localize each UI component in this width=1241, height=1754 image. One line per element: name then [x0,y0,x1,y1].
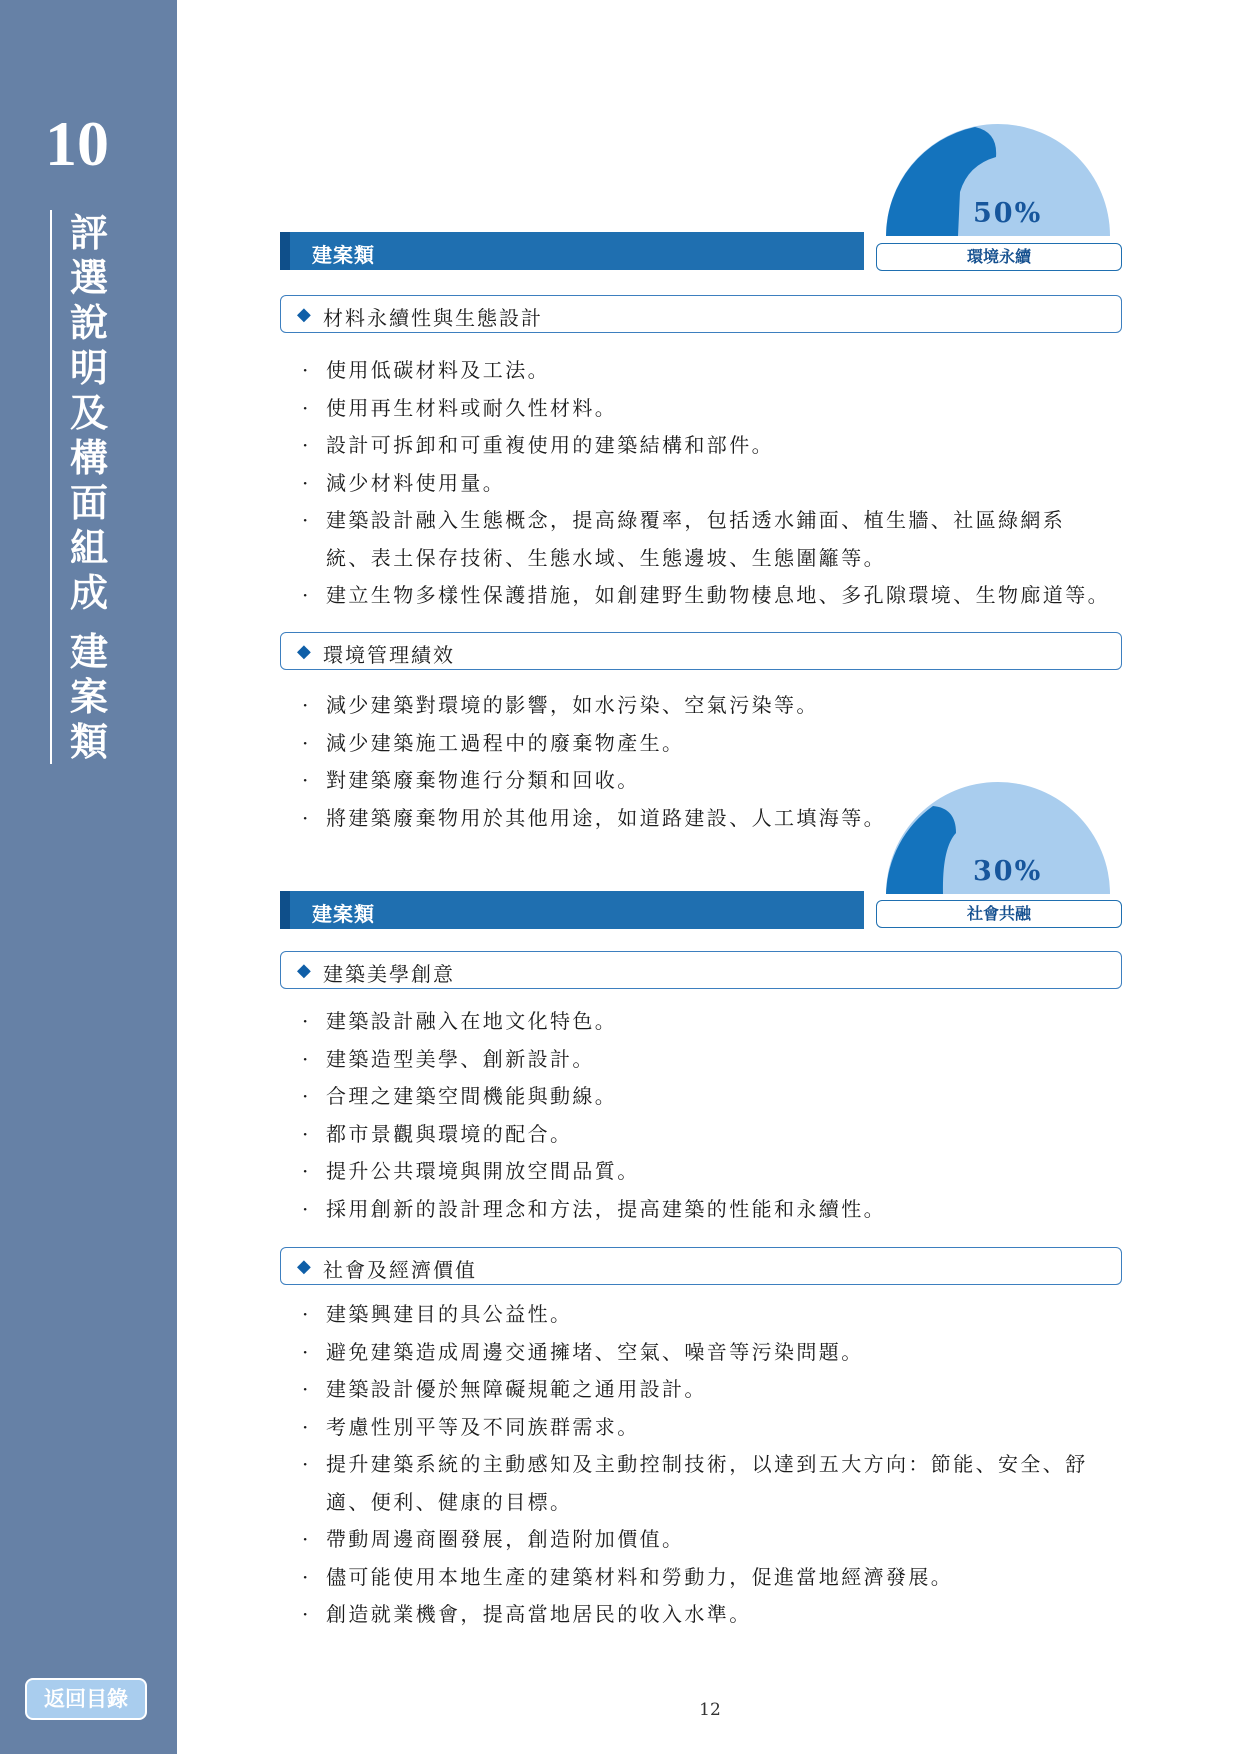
gauge-label: 環境永續 [876,243,1122,271]
list-item: · 建築設計融入生態概念，提高綠覆率，包括透水鋪面、植生牆、社區綠網系統、表土保存技術、生態水域、生態邊坡、生態圍籬等。 [302,502,1092,577]
title-char: 說 [69,300,108,345]
subsection-header [280,632,1122,670]
gauge-label: 社會共融 [876,900,1122,928]
bullet-list [302,1003,1132,1228]
list-item: · 使用低碳材料及工法。 [302,352,1132,390]
list-item: · 避免建築造成周邊交通擁堵、空氣、噪音等污染問題。 [302,1334,1132,1372]
list-item: · 設計可拆卸和可重複使用的建築結構和部件。 [302,427,1132,465]
subsection-title: 環境管理績效 [323,643,455,667]
list-item: · 提升建築系統的主動感知及主動控制技術，以達到五大方向：節能、安全、舒適、便利、健康的目標。 [302,1446,1122,1521]
list-item: · 都市景觀與環境的配合。 [302,1116,1132,1154]
section-bar [280,232,864,270]
subsection-header [280,951,1122,989]
list-item: · 使用再生材料或耐久性材料。 [302,390,1132,428]
subsection-title: 社會及經濟價值 [323,1258,477,1282]
list-item: · 合理之建築空間機能與動線。 [302,1078,1132,1116]
list-item: · 減少材料使用量。 [302,465,1132,503]
subtitle-char: 案 [69,674,108,719]
section-bar [280,891,864,929]
list-item: · 建立生物多樣性保護措施，如創建野生動物棲息地、多孔隙環境、生物廊道等。 [302,577,1132,615]
chapter-number: 10 [45,108,109,179]
title-char: 選 [69,255,108,300]
gauge-percent: 30% [973,856,1043,887]
diamond-icon: ◆ [297,304,311,325]
subtitle-char: 類 [69,719,108,764]
diamond-icon: ◆ [297,960,311,981]
title-char: 評 [69,210,108,255]
list-item: · 將建築廢棄物用於其他用途，如道路建設、人工填海等。 [302,800,1132,838]
subsection-header [280,295,1122,333]
gauge-percent: 50% [973,198,1043,229]
page-number: 12 [699,1700,721,1720]
title-char: 面 [69,480,108,525]
list-item: · 減少建築施工過程中的廢棄物產生。 [302,725,1132,763]
list-item: · 建築設計融入在地文化特色。 [302,1003,1132,1041]
title-char: 及 [69,390,108,435]
section-title: 建案類 [312,243,375,267]
title-char: 構 [69,435,108,480]
subsection-title: 建築美學創意 [323,962,455,986]
list-item: · 創造就業機會，提高當地居民的收入水準。 [302,1596,1132,1634]
subsection-title: 材料永續性與生態設計 [323,306,543,330]
list-item: · 考慮性別平等及不同族群需求。 [302,1409,1132,1447]
title-char: 明 [69,345,108,390]
list-item: · 減少建築對環境的影響，如水污染、空氣污染等。 [302,687,1132,725]
subsection-header [280,1247,1122,1285]
list-item: · 儘可能使用本地生產的建築材料和勞動力，促進當地經濟發展。 [302,1559,1132,1597]
bullet-list [302,1296,1132,1634]
bullet-list [302,352,1132,615]
list-item: · 對建築廢棄物進行分類和回收。 [302,762,1132,800]
title-char: 成 [69,570,108,615]
diamond-icon: ◆ [297,1256,311,1277]
section-title: 建案類 [312,902,375,926]
gauge-social [878,778,1118,888]
list-item: · 帶動周邊商圈發展，創造附加價值。 [302,1521,1132,1559]
diamond-icon: ◆ [297,641,311,662]
list-item: · 提升公共環境與開放空間品質。 [302,1153,1132,1191]
subtitle-char: 建 [69,629,108,674]
sidebar [0,0,177,1754]
list-item: · 建築設計優於無障礙規範之通用設計。 [302,1371,1132,1409]
back-to-contents-button[interactable]: 返回目錄 [25,1678,147,1720]
chapter-title [50,210,110,764]
title-char: 組 [69,525,108,570]
list-item: · 建築造型美學、創新設計。 [302,1041,1132,1079]
gauge-environment [878,120,1118,230]
list-item: · 建築興建目的具公益性。 [302,1296,1132,1334]
list-item: · 採用創新的設計理念和方法，提高建築的性能和永續性。 [302,1191,1132,1229]
